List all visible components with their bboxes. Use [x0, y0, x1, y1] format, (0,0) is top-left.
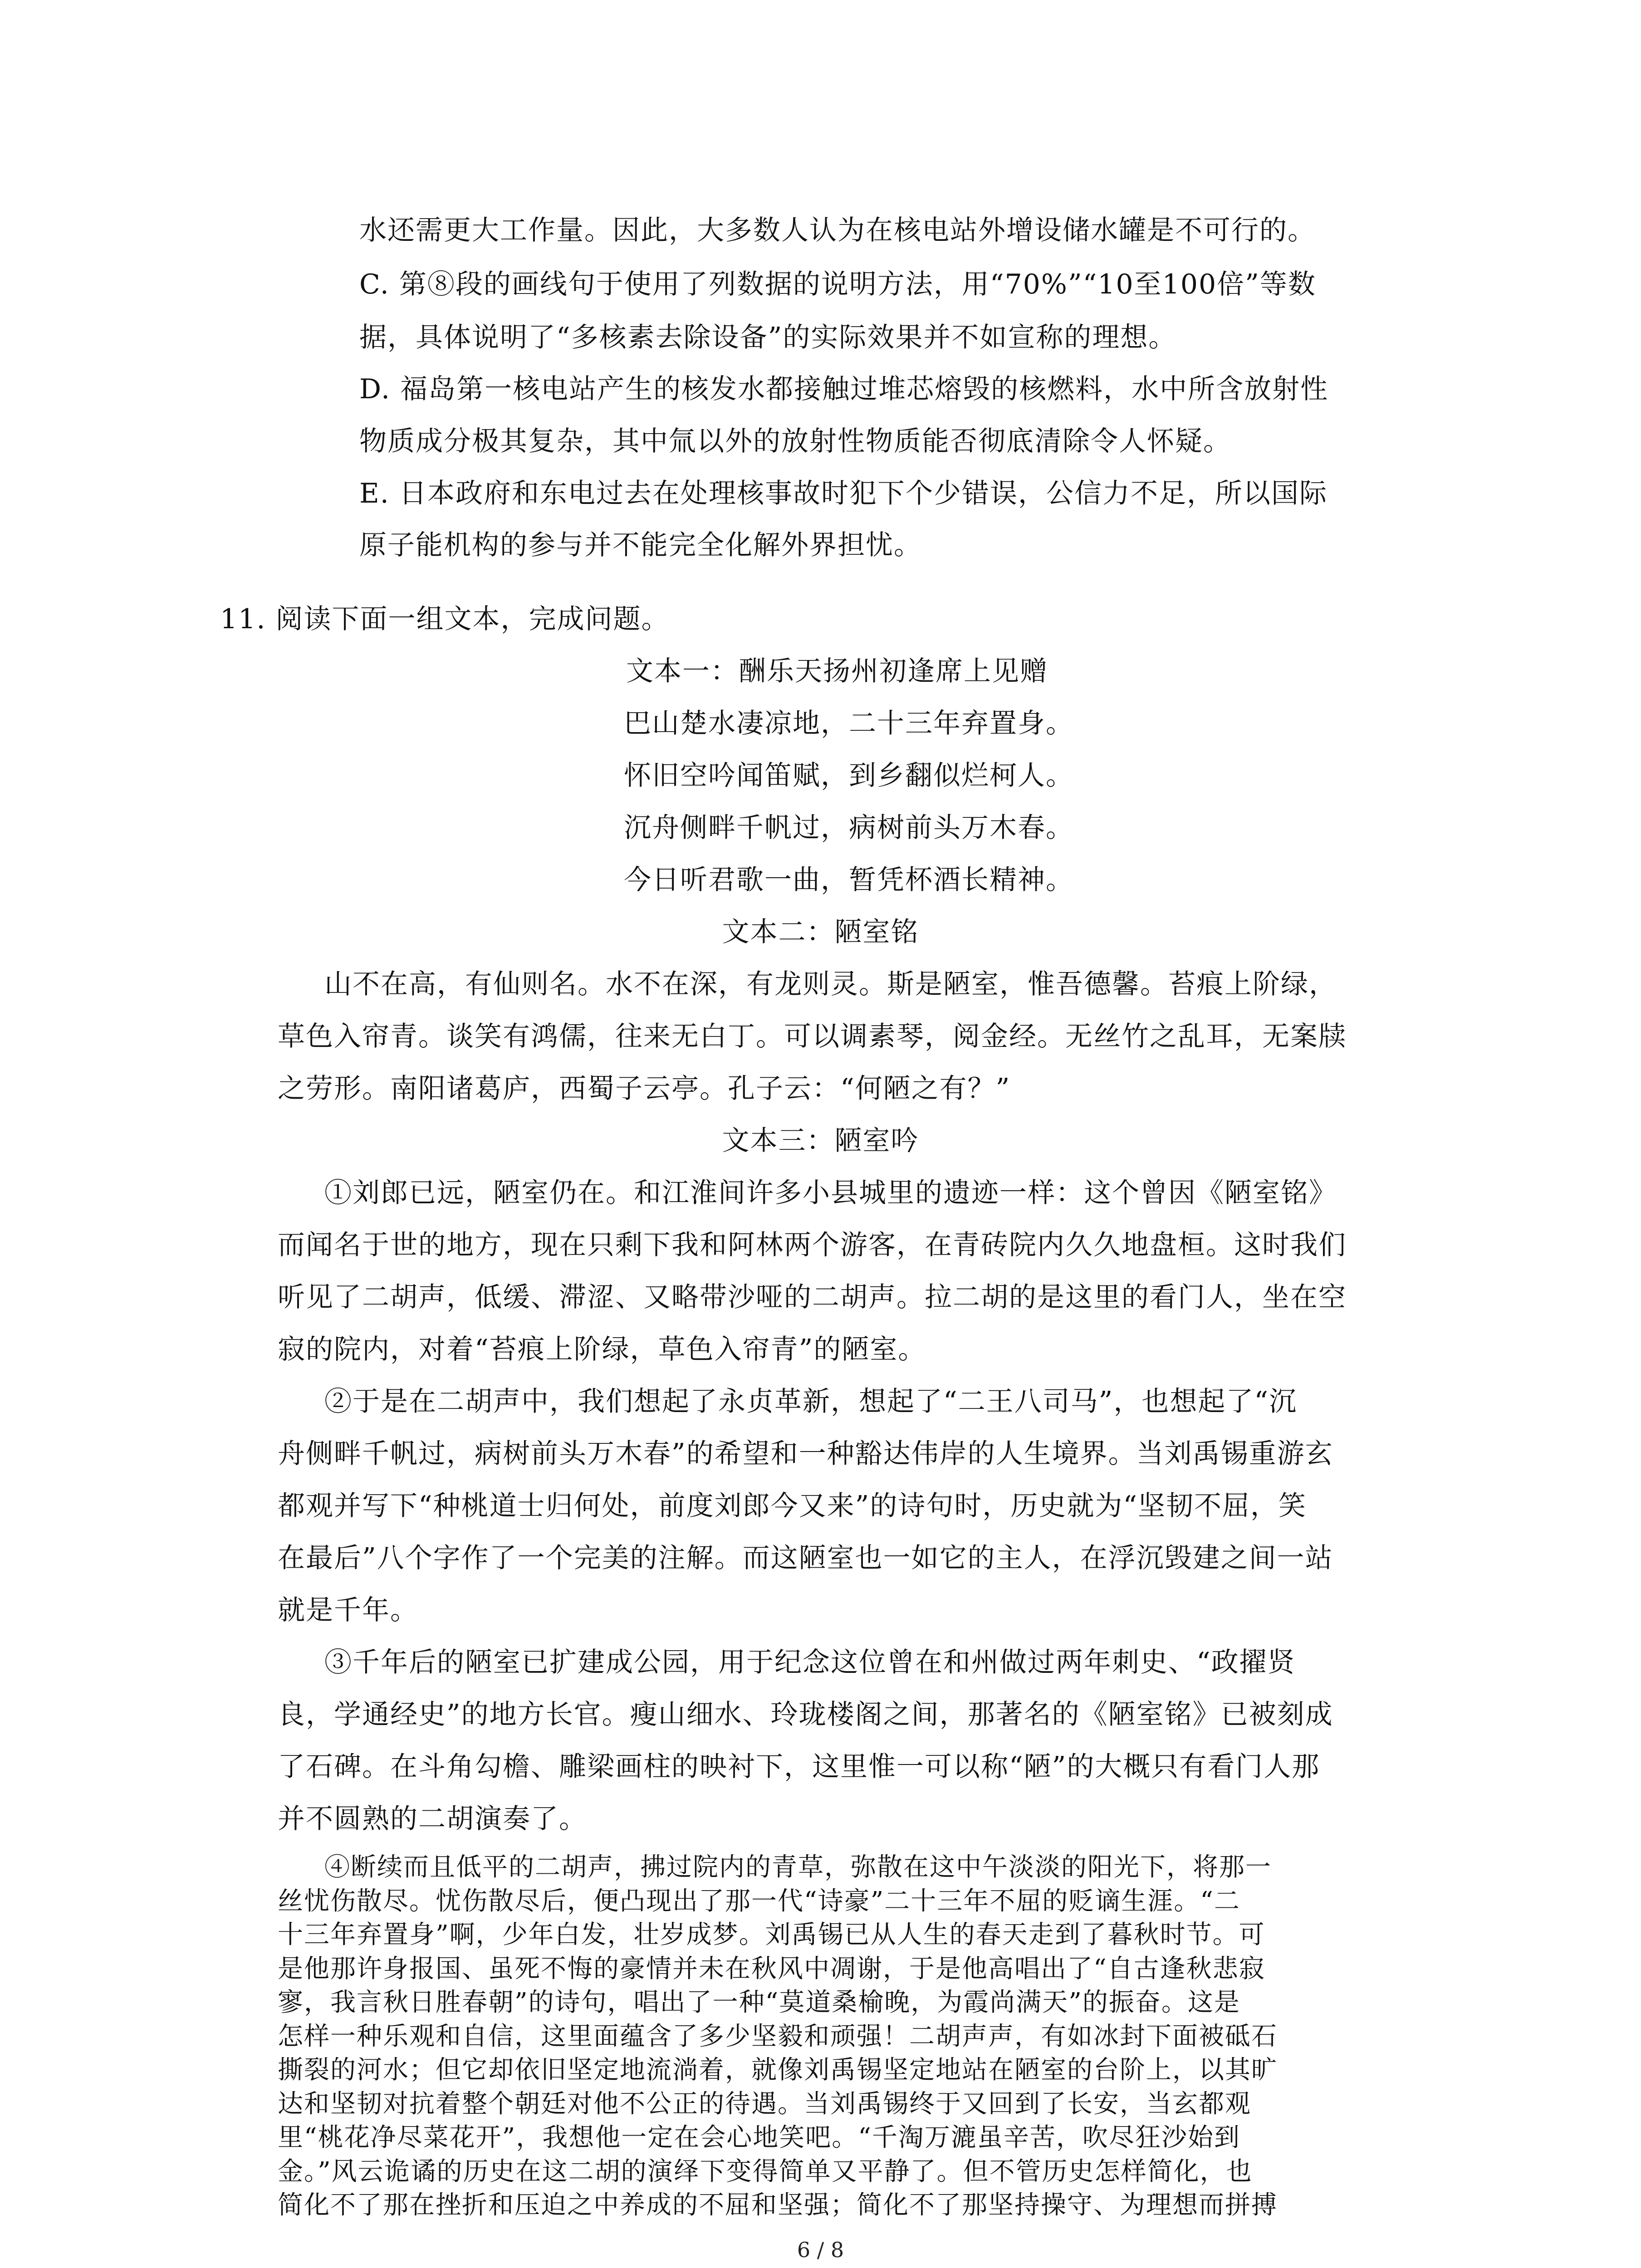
text3-p1-line-3: 听见了二胡声，低缓、滞涩、又略带沙哑的二胡声。拉二胡的是这里的看门人，坐在空 — [278, 1281, 1347, 1313]
text3-p4-line-9: 里“桃花净尽菜花开”，我想他一定在会心地笑吧。“千淘万漉虽辛苦，吹尽狂沙始到 — [278, 2123, 1240, 2152]
option-e-line-1: E. 日本政府和东电过去在处理核事故时犯下个少错误，公信力不足，所以国际 — [359, 478, 1327, 509]
poem-line-1: 巴山楚水凄凉地，二十三年弃置身。 — [624, 708, 1074, 739]
text3-p2-line-2: 舟侧畔千帆过，病树前头万木春”的希望和一种豁达伟岸的人生境界。当刘禹锡重游玄 — [278, 1438, 1333, 1470]
text3-p2-line-1: ②于是在二胡声中，我们想起了永贞革新，想起了“二王八司马”，也想起了“沉 — [324, 1386, 1298, 1418]
text3-p4-line-8: 达和坚韧对抗着整个朝廷对他不公正的待遇。当刘禹锡终于又回到了长安，当玄都观 — [278, 2089, 1251, 2119]
text3-p3-line-4: 并不圆熟的二胡演奏了。 — [278, 1803, 587, 1835]
text3-p4-line-1: ④断续而且低平的二胡声，拂过院内的青草，弥散在这中午淡淡的阳光下，将那一 — [324, 1853, 1272, 1882]
text2-line-2: 草色入帘青。谈笑有鸿儒，往来无白丁。可以调素琴，阅金经。无丝竹之乱耳，无案牍 — [278, 1021, 1347, 1052]
text3-p1-line-1: ①刘郎已远，陋室仍在。和江淮间许多小县城里的遗迹一样：这个曾因《陋室铭》 — [324, 1177, 1337, 1209]
question-11-prompt: 11. 阅读下面一组文本，完成问题。 — [220, 603, 670, 635]
text3-p2-line-3: 都观并写下“种桃道士归何处，前度刘郎今又来”的诗句时，历史就为“坚韧不屈，笑 — [278, 1490, 1307, 1522]
poem-line-3: 沉舟侧畔千帆过，病树前头万木春。 — [624, 812, 1074, 844]
text3-p1-line-4: 寂的院内，对着“苔痕上阶绿，草色入帘青”的陋室。 — [278, 1334, 926, 1365]
text3-p1-line-2: 而闻名于世的地方，现在只剩下我和阿林两个游客，在青砖院内久久地盘桓。这时我们 — [278, 1229, 1347, 1261]
text3-p4-line-7: 撕裂的河水；但它却依旧坚定地流淌着，就像刘禹锡坚定地站在陋室的台阶上，以其旷 — [278, 2055, 1278, 2085]
text1-title: 文本一：酬乐天扬州初逢席上见赠 — [626, 655, 1048, 687]
text3-p3-line-3: 了石碑。在斗角勾檐、雕梁画柱的映衬下，这里惟一可以称“陋”的大概只有看门人那 — [278, 1751, 1320, 1783]
text3-title: 文本三：陋室吟 — [722, 1125, 919, 1157]
text3-p4-line-2: 丝忧伤散尽。忧伤散尽后，便凸现出了那一代“诗豪”二十三年不屈的贬谪生涯。“二 — [278, 1887, 1240, 1916]
text3-p3-line-1: ③千年后的陋室已扩建成公园，用于纪念这位曾在和州做过两年刺史、“政擢贤 — [324, 1647, 1296, 1678]
text3-p4-line-5: 寥，我言秋日胜春朝”的诗句，唱出了一种“莫道桑榆晚，为霞尚满天”的振奋。这是 — [278, 1988, 1240, 2017]
text3-p2-line-5: 就是千年。 — [278, 1594, 418, 1626]
option-e-line-2: 原子能机构的参与并不能完全化解外界担忧。 — [359, 529, 922, 561]
text3-p4-line-4: 是他那许身报国、虽死不悔的豪情并未在秋风中凋谢，于是他高唱出了“自古逢秋悲寂 — [278, 1954, 1265, 1984]
option-d-line-2: 物质成分极其复杂，其中氚以外的放射性物质能否彻底清除令人怀疑。 — [359, 425, 1231, 457]
text3-p4-line-10: 金。”风云诡谲的历史在这二胡的演绎下变得简单又平静了。但不管历史怎样简化，也 — [278, 2157, 1253, 2186]
option-c-line-1: C. 第⑧段的画线句于使用了列数据的说明方法，用“70%”“10至100倍”等数 — [359, 269, 1316, 300]
text3-p4-line-6: 怎样一种乐观和自信，这里面蕴含了多少坚毅和顽强！二胡声声，有如冰封下面被砥石 — [278, 2022, 1278, 2051]
text2-line-3: 之劳形。南阳诸葛庐，西蜀子云亭。孔子云：“何陋之有？” — [278, 1073, 1011, 1105]
text2-line-1: 山不在高，有仙则名。水不在深，有龙则灵。斯是陋室，惟吾德馨。苔痕上阶绿， — [324, 968, 1337, 1000]
page-number: 6 / 8 — [797, 2238, 844, 2262]
text2-title: 文本二：陋室铭 — [722, 916, 919, 948]
option-b-continuation: 水还需更大工作量。因此，大多数人认为在核电站外增设储水罐是不可行的。 — [359, 215, 1316, 246]
option-c-line-2: 据，具体说明了“多核素去除设备”的实际效果并不如宣称的理想。 — [359, 322, 1177, 353]
text3-p3-line-2: 良，学通经史”的地方长官。瘦山细水、玲珑楼阁之间，那著名的《陋室铭》已被刻成 — [278, 1699, 1333, 1730]
poem-line-4: 今日听君歌一曲，暂凭杯酒长精神。 — [624, 864, 1074, 896]
poem-line-2: 怀旧空吟闻笛赋，到乡翻似烂柯人。 — [624, 760, 1074, 792]
text3-p4-line-11: 简化不了那在挫折和压迫之中养成的不屈和坚强；简化不了那坚持操守、为理想而拼搏 — [278, 2190, 1278, 2220]
option-d-line-1: D. 福岛第一核电站产生的核发水都接触过堆芯熔毁的核燃料，水中所含放射性 — [359, 373, 1329, 405]
text3-p4-line-3: 十三年弃置身”啊，少年白发，壮岁成梦。刘禹锡已从人生的春天走到了暮秋时节。可 — [278, 1920, 1265, 1950]
text3-p2-line-4: 在最后”八个字作了一个完美的注解。而这陋室也一如它的主人，在浮沉毁建之间一站 — [278, 1542, 1333, 1574]
